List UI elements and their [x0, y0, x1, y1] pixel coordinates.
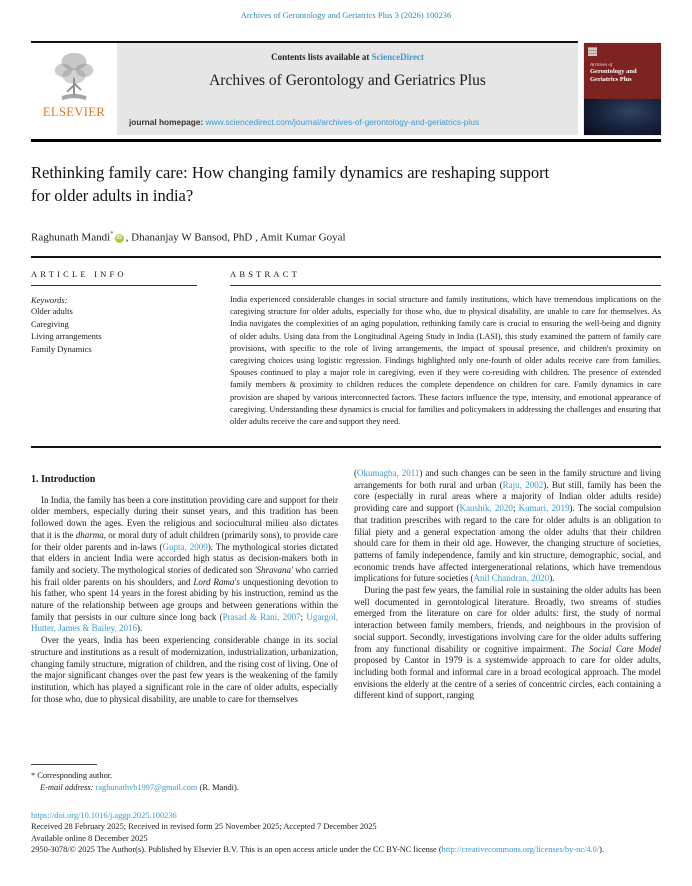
corresponding-asterisk: * [110, 230, 114, 238]
article-info-heading: ARTICLE INFO [31, 269, 127, 279]
text-segment: ). The social compulsion that tradition prescribes with regard to the care for older adults is an obligation to filial piety and a general expectation among the older adults that their children should care for them in their old age. However, the changing structure of societies, patterns of family independence, family and kin structure, demographic, social, and economic trends have affected intergenerational relations, which have tremendous implications for future societies ( [354, 503, 661, 584]
header-banner [117, 43, 578, 135]
text-segment: ). The mythological stories dictated that elders in ancient India were accorded high status as decision-makers both in family and society. The mythological stories of dedicated son [31, 541, 338, 575]
text-segment: proposed by Cantor in 1979 is a systemwide approach to care for older adults, including both formal and informal care in a broad ecological approach. The model envisions the elderly at the centre of a series of concentric circles, each containing a different kind of support, ranging [354, 655, 661, 701]
intro-right-paragraph-2 [354, 585, 661, 702]
article-title: Rethinking family care: How changing family dynamics are reshaping support for older adults in india? [31, 163, 550, 205]
homepage-line [129, 117, 479, 127]
citation-link[interactable]: Raju, 2002 [502, 479, 544, 490]
body-left-column [31, 465, 338, 705]
email-suffix: (R. Mandi). [197, 782, 239, 792]
available-online: Available online 8 December 2025 [31, 833, 148, 843]
abstract-rule [230, 285, 661, 286]
citation-link[interactable]: Okumagba, 2011 [357, 468, 420, 478]
text-segment: ( [354, 468, 357, 478]
text-segment: The Social Care Model [570, 643, 662, 654]
keyword-item: Caregiving [31, 318, 69, 329]
contents-prefix: Contents lists available at [271, 52, 372, 62]
cover-title-line2: Gerontology and [590, 68, 637, 75]
text-segment: ) and such changes can be seen in the family structure and living arrangements for both rural and urban ( [354, 468, 661, 490]
article-info-section [31, 269, 197, 355]
article-footer [31, 810, 661, 856]
keywords-label: Keywords: [31, 295, 68, 305]
abstract-heading: ABSTRACT [230, 269, 300, 279]
citation-link[interactable]: Anil Chandran, 2020 [473, 573, 550, 584]
intro-paragraph-2: Over the years, India has been experiencing considerable change in its social structure and institutions as a result of modernization, industrialization, urbanization, changing family structure, migration of children, and the rising cost of living. One of the major significant changes over the past few years is the weakening of the family institution, which has played a significant role in the care of older adults, especially for those who, due to physical disability, are unable to care for themselves [31, 635, 338, 704]
text-segment: ). [549, 573, 555, 584]
email-note [40, 782, 431, 794]
section-heading-introduction: 1. Introduction [31, 474, 96, 485]
cover-logo-icon [588, 47, 597, 56]
corresponding-author-note: * Corresponding author. [31, 771, 113, 780]
homepage-label: journal homepage: [129, 117, 206, 127]
citation-link[interactable]: Gupta, 2009 [162, 541, 208, 552]
text-segment: ; [512, 503, 519, 514]
text-segment: In India, the family has been a core institution providing care and support for their older members, especially during their sunset years, and this tradition has been followed down the ages. Even the religious and sociocultural milieu also dictates that it is the [31, 494, 338, 540]
elsevier-logo[interactable] [31, 43, 117, 135]
intro-paragraph-1 [31, 495, 338, 635]
footnote-rule [31, 764, 97, 765]
keyword-item: Older adults [31, 306, 73, 316]
email-link[interactable]: raghunathvb1997@gmail.com [93, 782, 198, 792]
journal-header [31, 43, 578, 135]
cover-title-line1: Archives of [590, 63, 613, 68]
citation-link[interactable]: Prasad & Rani, 2007 [222, 611, 301, 622]
citation-link[interactable]: Kaushik, 2020 [459, 503, 513, 514]
text-segment: ). But still, family has been the core (especially in rural areas where a majority of Indian older adults reside) providing care and support ( [354, 479, 661, 514]
text-segment: dharma [75, 529, 104, 540]
header-bottom-rule [31, 139, 661, 142]
body-right-column [354, 465, 661, 702]
abstract-text: India experienced considerable changes in social structure and family institutions, which have tremendous implications on the caregiving structure for older adults, especially for those who, due to physical disability, are unable to care for themselves. As India navigates the complexities of an aging population, rethinking family care is crucial to ensuring the well-being and dignity of older adults. Using data from the Longitudinal Ageing Study in India (LASI), this study examined the pattern of family care provisions, with specific to the role of living arrangements, the impact of spousal presence, and children's proximity on caregiving choices using logistic regression. Findings highlighted only one-fourth of older adults receive care from families. Spouses continued to play a major role in caregiving, even if they were co-residing with children. The presence of extended family members & proximity to children reduces the complete dependence on children for care. Family dynamics in care provision are shaped by various interconnected factors. These factors influence the type, intensity, and emotional appearance of caregiving. Understanding these dynamics is crucial for families and policymakers in addressing the challenges and ensuring that older adults receive the care and support they need. [230, 295, 661, 427]
keyword-item: Family Dynamics [31, 343, 92, 354]
doi-link[interactable]: https://doi.org/10.1016/j.aggp.2025.100236 [31, 811, 177, 820]
author-name[interactable]: Raghunath Mandi [31, 231, 111, 244]
license-link[interactable]: http://creativecommons.org/licenses/by-nc/4.0/ [441, 845, 600, 855]
cover-top [584, 43, 661, 99]
article-info-rule [31, 285, 197, 286]
keyword-item: Living arrangements [31, 331, 102, 341]
text-segment: , or moral duty of adult children (primarily sons), to provide care for their older parents and in-laws ( [31, 529, 339, 552]
sciencedirect-link[interactable]: ScienceDirect [371, 52, 424, 62]
authors-rule [31, 256, 661, 258]
text-segment: ). [137, 623, 143, 634]
cover-title-line3: Geriatrics Plus [590, 75, 632, 83]
elsevier-tree-icon [49, 49, 99, 103]
citation-link[interactable]: Kumari, 2019 [518, 503, 570, 514]
authors-line [31, 230, 651, 244]
text-segment: During the past few years, the familial role in sustaining the older adults has been well documented in gerontological literature. Broadly, two streams of studies emerged from the literature on care for older adults: first, the study of normal interaction between family members, friends, and neighbours in the provision of social support. Secondly, investigations involving care for the older adults suffering from any functional disability or cognitive impairment. [354, 585, 661, 654]
email-label: E-mail address: [40, 782, 94, 792]
intro-right-paragraph-1 [354, 468, 661, 585]
footnote [31, 764, 431, 793]
coauthors: , Dhananjay W Bansod, PhD , Amit Kumar Goyal [125, 231, 346, 244]
orcid-icon[interactable]: iD [116, 234, 122, 241]
license-prefix: 2950-3078/© 2025 The Author(s). Published by Elsevier B.V. This is an open access article under the CC BY-NC license ( [31, 845, 442, 855]
text-segment: who carried his frail older parents on his shoulders, and [31, 564, 338, 587]
text-segment: unquestioning devotion to his father, who spent 14 years in the forest abiding by his instruction, remind us the nature of the relationship between age groups and between generations within the family that persists in our culture since long back ( [31, 576, 339, 622]
homepage-url-link[interactable]: www.sciencedirect.com/journal/archives-of-gerontology-and-geriatrics-plus [205, 117, 479, 127]
cover-photo [584, 99, 661, 135]
abstract-section [230, 269, 661, 428]
cover-title [590, 63, 637, 83]
received-dates: Received 28 February 2025; Received in revised form 25 November 2025; Accepted 7 December 2025 [31, 822, 377, 832]
journal-title: Archives of Gerontology and Geriatrics Plus [209, 72, 486, 89]
license-suffix: ). [599, 845, 605, 855]
elsevier-wordmark: ELSEVIER [42, 105, 106, 119]
text-segment: Lord Rama's [193, 576, 240, 587]
journal-cover-thumbnail[interactable] [584, 43, 661, 135]
abstract-bottom-rule [31, 446, 661, 448]
text-segment: 'Shravana' [254, 564, 293, 575]
citation-link[interactable]: Ugargol, Hutter, James & Bailey, 2016 [31, 611, 338, 634]
journal-ref-line: Archives of Gerontology and Geriatrics Plus 3 (2026) 100236 [240, 10, 452, 20]
contents-line [117, 52, 578, 62]
text-segment: ; [300, 611, 307, 622]
copyright-license-line [31, 844, 661, 855]
